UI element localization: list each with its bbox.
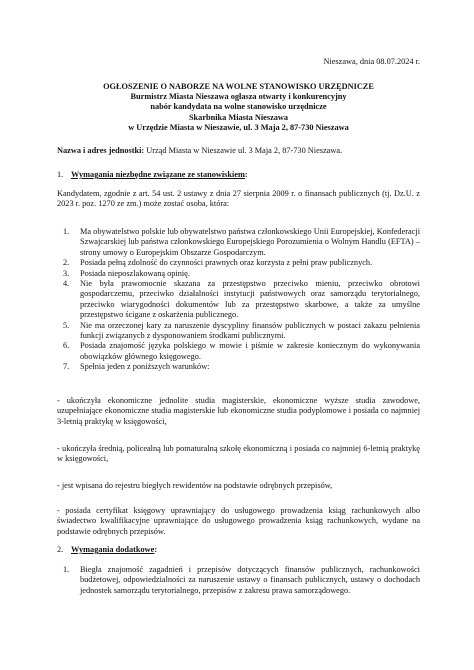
list-item: 3. Posiada nieposzlakowaną opinię. <box>63 268 190 278</box>
list-item: 4. Nie była prawomocnie skazana za przestępstwo przeciwko mieniu, przeciwko obrotowi gospodarczemu, przeciwko działalności instytucji państwowych oraz samorządu terytorialnego, przeciwko wiarygodności dokumentów lub za przestępstwo skarbowe, a także za umyślne przestępstwo ścigane z oskarżenia publicznego. <box>63 279 420 320</box>
condition-secondary-school: - ukończyła średnią, policealną lub pomaturalną szkołę ekonomiczną i posiada co najmniej 6-letnią praktykę w księgowości, <box>57 444 420 464</box>
list-item: 1. Biegła znajomość zagadnień i przepisów dotyczących finansów publicznych, rachunkowości budżetowej, odpowiedzialności za naruszenie ustawy o finansach publicznych, ustawy o dochodach jednostek samorządu terytorialnego, przepisów z zakresu prawa samorządowego. <box>63 565 420 595</box>
date-line: Nieszawa, dnia 08.07.2024 r. <box>323 57 420 66</box>
list-item: 5. Nie ma orzeczonej kary za naruszenie dyscypliny finansów publicznych w postaci zakazu pełnienia funkcji związanych z dysponowaniem środkami publicznymi. <box>63 320 420 341</box>
section-2-requirements-list <box>57 565 420 596</box>
section-1-intro: Kandydatem, zgodnie z art. 54 ust. 2 ustawy z dnia 27 sierpnia 2009 r. o finansach publicznych (tj. Dz.U. z 2023 r. poz. 1270 ze zm.) może zostać osoba, która: <box>57 189 420 209</box>
list-item: 2. Posiada pełną zdolność do czynności prawnych oraz korzysta z pełni praw publicznych. <box>63 258 373 268</box>
section-1-requirements-list <box>57 227 420 373</box>
section-2-number: 2. <box>57 545 64 554</box>
unit-info <box>57 146 420 156</box>
header-position: Skarbnika Miasta Nieszawa <box>188 112 289 122</box>
section-2-colon: : <box>154 545 158 554</box>
section-1-title <box>57 170 420 180</box>
header-address: w Urzędzie Miasta w Nieszawie, ul. 3 Maja 2, 87-730 Nieszawa <box>128 122 349 132</box>
header-line-3: nabór kandydata na wolne stanowisko urzędnicze <box>150 102 327 112</box>
section-1-colon: : <box>244 170 248 179</box>
header-line-2: Burmistrz Miasta Nieszawa ogłasza otwarty i konkurencyjny <box>130 92 347 102</box>
header-title: OGŁOSZENIE O NABORZE NA WOLNE STANOWISKO URZĘDNICZE <box>103 82 374 91</box>
section-2-heading: Wymagania dodatkowe <box>71 545 155 554</box>
condition-studies: - ukończyła ekonomiczne jednolite studia magisterskie, ekonomiczne wyższe studia zawodowe, uzupełniające ekonomiczne studia magisterskie lub ekonomiczne studia podyplomowe i posiada co najmniej 3-letnią praktykę w księgowości, <box>57 396 420 426</box>
list-item: 6. Posiada znajomość języka polskiego w mowie i piśmie w zakresie koniecznym do wykonywania obowiązków głównego księgowego. <box>63 341 420 361</box>
section-1-heading: Wymagania niezbędne związane ze stanowiskiem <box>71 170 245 179</box>
condition-certificate: - posiada certyfikat księgowy uprawniający do usługowego prowadzenia ksiąg rachunkowych albo świadectwo kwalifikacyjne uprawniające do usługowego prowadzenia ksiąg rachunkowych, wydane na podstawie odrębnych przepisów. <box>57 506 420 536</box>
list-item: 7. Spełnia jeden z poniższych warunków: <box>63 362 210 372</box>
condition-auditor: - jest wpisana do rejestru biegłych rewidentów na podstawie odrębnych przepisów, <box>57 481 333 490</box>
announcement-header <box>57 82 420 133</box>
list-item: 1. Ma obywatelstwo polskie lub obywatelstwo państwa członkowskiego Unii Europejskiej, Konfederacji Szwajcarskiej lub państwa członkowskiego Europejskiego Porozumienia o Wolnym Handlu (EFTA) – strony umowy o Europejskim Obszarze Gospodarczym. <box>63 227 420 257</box>
section-2-title <box>57 545 420 555</box>
unit-value: Urząd Miasta w Nieszawie ul. 3 Maja 2, 87-730 Nieszawa. <box>144 146 343 155</box>
section-1-number: 1. <box>57 170 64 179</box>
unit-label: Nazwa i adres jednostki: <box>57 146 145 155</box>
